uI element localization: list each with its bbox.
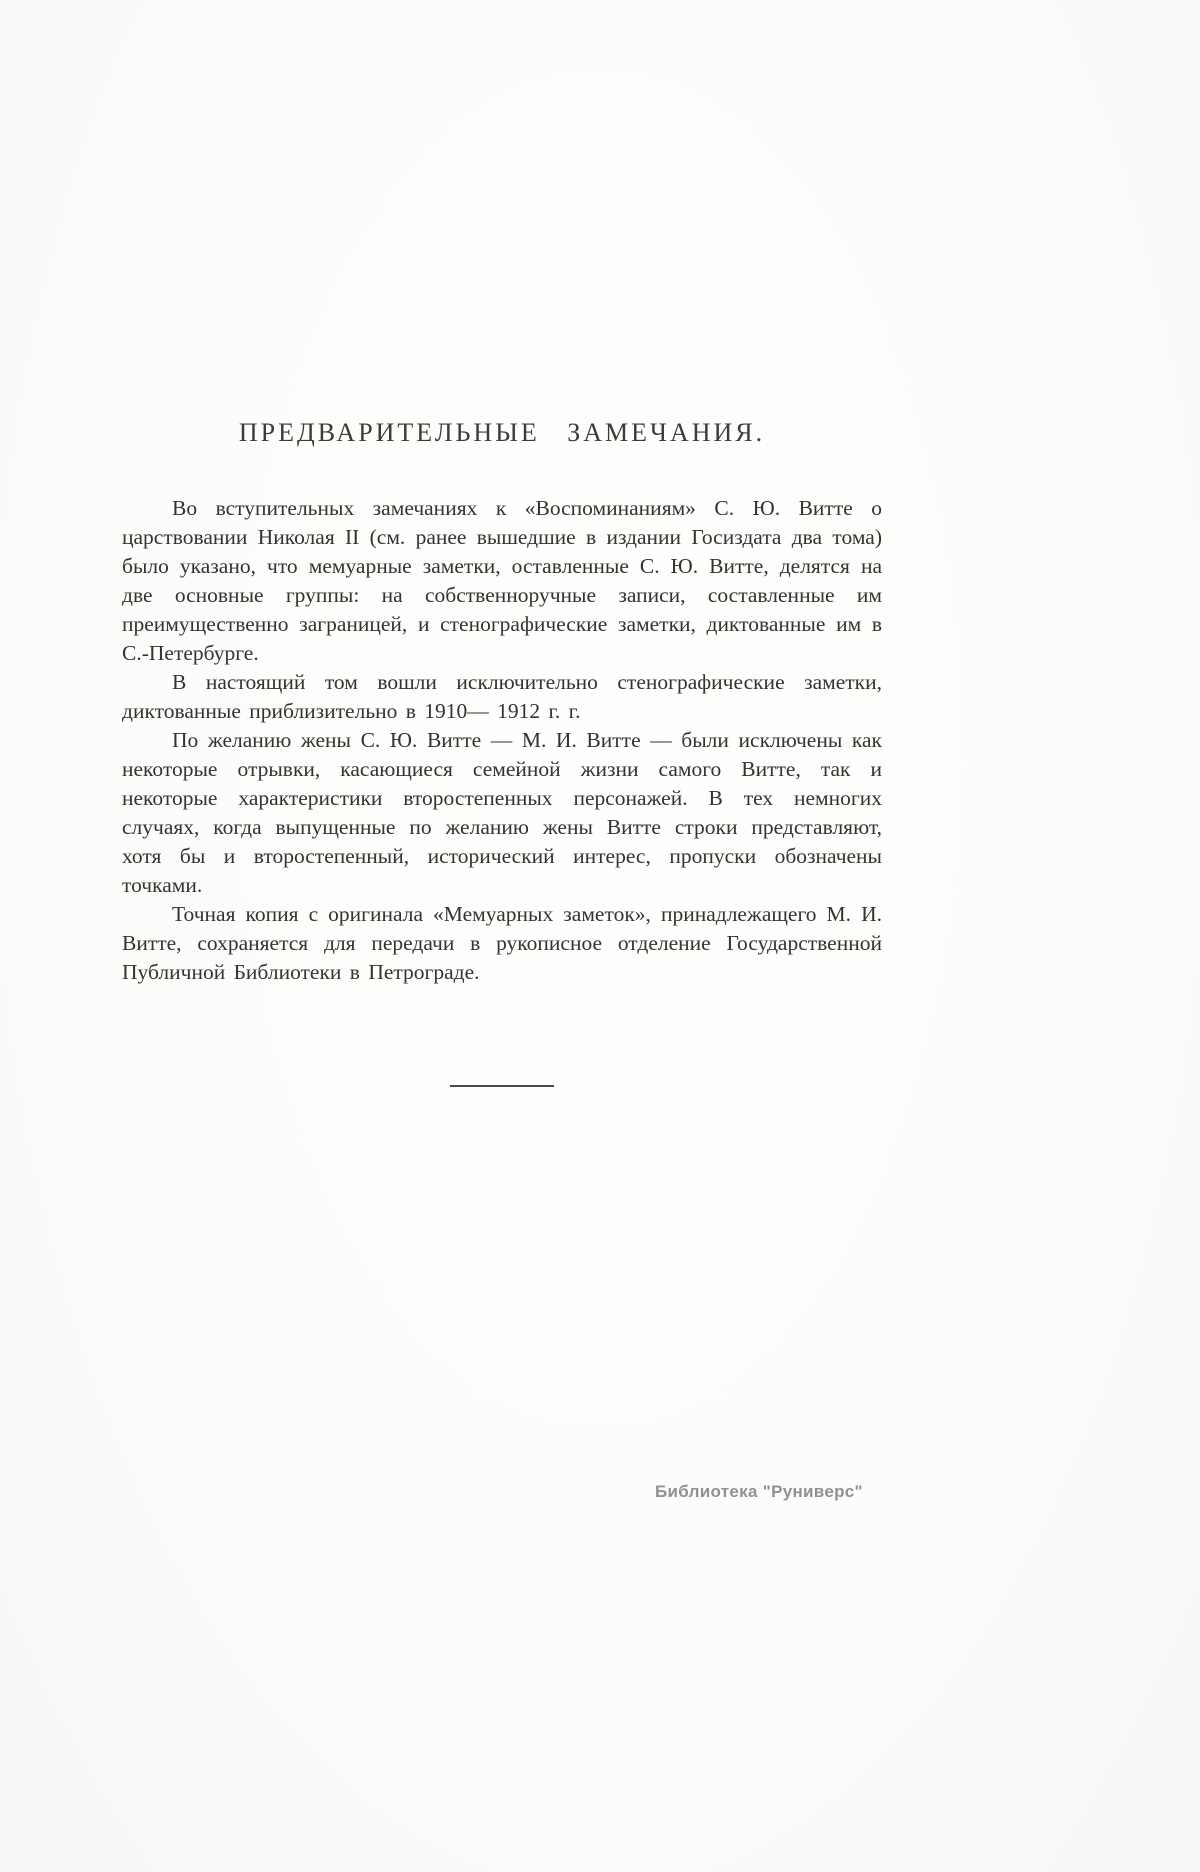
page-title: ПРЕДВАРИТЕЛЬНЫЕ ЗАМЕЧАНИЯ.: [238, 418, 766, 447]
paragraph-exclusions: По желанию жены С. Ю. Витте — М. И. Витте — были исключены как некоторые отрывки, касающиеся семейной жизни самого Витте, так и некоторые характеристики второстепенных персонажей. В тех немногих случаях, когда выпущенные по желанию жены Витте строки представляют, хотя бы и второстепенный, исторический интерес, пропуски обозначены точками.: [122, 728, 882, 897]
section-divider: [450, 1085, 554, 1087]
paragraph-volume-contents: В настоящий том вошли исключительно стенографические заметки, диктованные приблизительно в 1910— 1912 г. г.: [122, 670, 882, 723]
paragraph-copy-location: Точная копия с оригинала «Мемуарных заметок», принадлежащего М. И. Витте, сохраняется для передачи в рукописное отделение Государственной Публичной Библиотеки в Петрограде.: [122, 902, 882, 984]
library-watermark: Библиотека "Руниверс": [655, 1482, 863, 1501]
page-text-block: [122, 418, 882, 1087]
paragraph-intro: Во вступительных замечаниях к «Воспоминаниям» С. Ю. Витте о царствовании Николая II (см. ранее вышедшие в издании Госиздата два тома) было указано, что мемуарные заметки, оставленные С. Ю. Витте, делятся на две основные группы: на собственноручные записи, составленные им преимущественно заграницей, и стенографические заметки, диктованные им в С.-Петербурге.: [122, 496, 882, 665]
